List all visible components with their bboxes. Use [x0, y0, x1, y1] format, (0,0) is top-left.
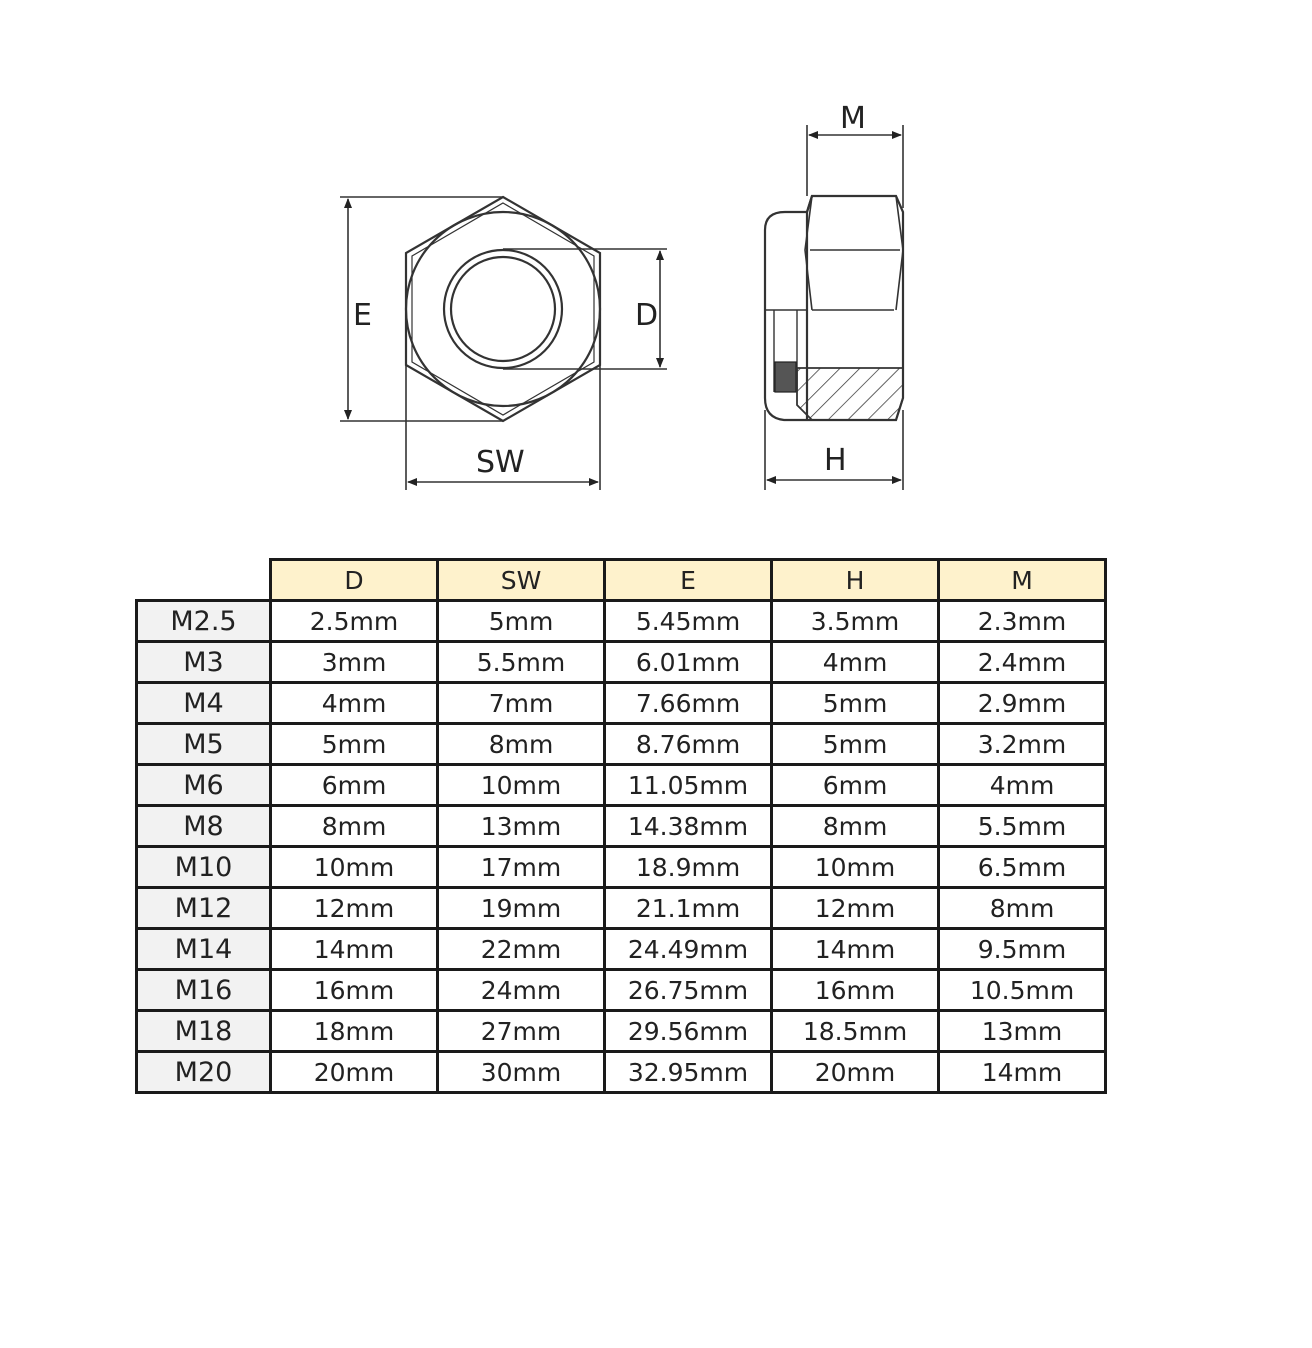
table-cell: 14.38mm [605, 806, 772, 847]
table-cell: 5mm [438, 601, 605, 642]
row-header-size: M10 [137, 847, 271, 888]
table-cell: 4mm [939, 765, 1106, 806]
table-cell: 2.3mm [939, 601, 1106, 642]
table-cell: 3.5mm [772, 601, 939, 642]
table-cell: 27mm [438, 1011, 605, 1052]
table-cell: 14mm [271, 929, 438, 970]
row-header-size: M16 [137, 970, 271, 1011]
table-cell: 2.4mm [939, 642, 1106, 683]
table-cell: 5.5mm [939, 806, 1106, 847]
table-cell: 7mm [438, 683, 605, 724]
label-d: D [635, 298, 659, 333]
table-cell: 8mm [772, 806, 939, 847]
row-header-size: M18 [137, 1011, 271, 1052]
table-row [137, 642, 1106, 683]
table-cell: 8mm [271, 806, 438, 847]
table-row [137, 601, 1106, 642]
table-row [137, 929, 1106, 970]
table-cell: 3mm [271, 642, 438, 683]
table-cell: 5mm [271, 724, 438, 765]
table-cell: 10.5mm [939, 970, 1106, 1011]
label-m: M [840, 101, 866, 136]
table-cell: 30mm [438, 1052, 605, 1093]
table-cell: 10mm [271, 847, 438, 888]
table-cell: 13mm [939, 1011, 1106, 1052]
table-cell: 6.5mm [939, 847, 1106, 888]
col-header-sw: SW [438, 560, 605, 601]
table-cell: 20mm [271, 1052, 438, 1093]
table-cell: 4mm [772, 642, 939, 683]
bore-outer-circle [444, 250, 562, 368]
table-row [137, 970, 1106, 1011]
table-body [137, 601, 1106, 1093]
col-header-h: H [772, 560, 939, 601]
table-cell: 7.66mm [605, 683, 772, 724]
table-cell: 3.2mm [939, 724, 1106, 765]
table-cell: 6mm [772, 765, 939, 806]
table-cell: 20mm [772, 1052, 939, 1093]
row-header-size: M8 [137, 806, 271, 847]
table-cell: 6mm [271, 765, 438, 806]
col-header-e: E [605, 560, 772, 601]
label-e: E [353, 298, 372, 333]
row-header-size: M12 [137, 888, 271, 929]
row-header-size: M3 [137, 642, 271, 683]
bore-inner-circle [451, 257, 555, 361]
table-row [137, 806, 1106, 847]
row-header-size: M14 [137, 929, 271, 970]
table-cell: 8mm [438, 724, 605, 765]
table-cell: 2.9mm [939, 683, 1106, 724]
table-cell: 5.45mm [605, 601, 772, 642]
table-row [137, 888, 1106, 929]
table-row [137, 724, 1106, 765]
size-spec-table [135, 558, 1107, 1094]
table-row [137, 847, 1106, 888]
row-header-size: M4 [137, 683, 271, 724]
table-cell: 16mm [772, 970, 939, 1011]
table-cell: 5.5mm [438, 642, 605, 683]
table-cell: 10mm [772, 847, 939, 888]
table-cell: 8.76mm [605, 724, 772, 765]
table-cell: 29.56mm [605, 1011, 772, 1052]
table-cell: 5mm [772, 724, 939, 765]
label-h: H [824, 443, 847, 478]
table-cell: 9.5mm [939, 929, 1106, 970]
table-cell: 10mm [438, 765, 605, 806]
table-cell: 18.9mm [605, 847, 772, 888]
table-cell: 17mm [438, 847, 605, 888]
nut-dimension-drawing [0, 0, 1312, 540]
row-header-size: M20 [137, 1052, 271, 1093]
hex-outline [406, 197, 600, 421]
table-cell: 18mm [271, 1011, 438, 1052]
row-header-size: M2.5 [137, 601, 271, 642]
table-row [137, 1052, 1106, 1093]
table-cell: 5mm [772, 683, 939, 724]
table-cell: 18.5mm [772, 1011, 939, 1052]
nylon-insert [775, 362, 796, 392]
front-view [406, 197, 600, 421]
table-cell: 32.95mm [605, 1052, 772, 1093]
table-cell: 24.49mm [605, 929, 772, 970]
side-dimensions [765, 125, 903, 490]
table-cell: 21.1mm [605, 888, 772, 929]
table-cell: 14mm [939, 1052, 1106, 1093]
table-cell: 2.5mm [271, 601, 438, 642]
header-blank-cell [137, 560, 271, 601]
col-header-d: D [271, 560, 438, 601]
table-cell: 13mm [438, 806, 605, 847]
table-cell: 12mm [271, 888, 438, 929]
table-cell: 8mm [939, 888, 1106, 929]
table-row [137, 765, 1106, 806]
outer-bearing-circle [406, 212, 600, 406]
table-cell: 26.75mm [605, 970, 772, 1011]
label-sw: SW [476, 445, 525, 480]
table-row [137, 683, 1106, 724]
table-cell: 4mm [271, 683, 438, 724]
row-header-size: M5 [137, 724, 271, 765]
table-cell: 22mm [438, 929, 605, 970]
table-cell: 11.05mm [605, 765, 772, 806]
table-cell: 19mm [438, 888, 605, 929]
table-cell: 12mm [772, 888, 939, 929]
table-cell: 16mm [271, 970, 438, 1011]
col-header-m: M [939, 560, 1106, 601]
table-row [137, 1011, 1106, 1052]
table-cell: 6.01mm [605, 642, 772, 683]
row-header-size: M6 [137, 765, 271, 806]
table-header-row [137, 560, 1106, 601]
table-cell: 14mm [772, 929, 939, 970]
table-cell: 24mm [438, 970, 605, 1011]
section-hatch [797, 368, 903, 420]
